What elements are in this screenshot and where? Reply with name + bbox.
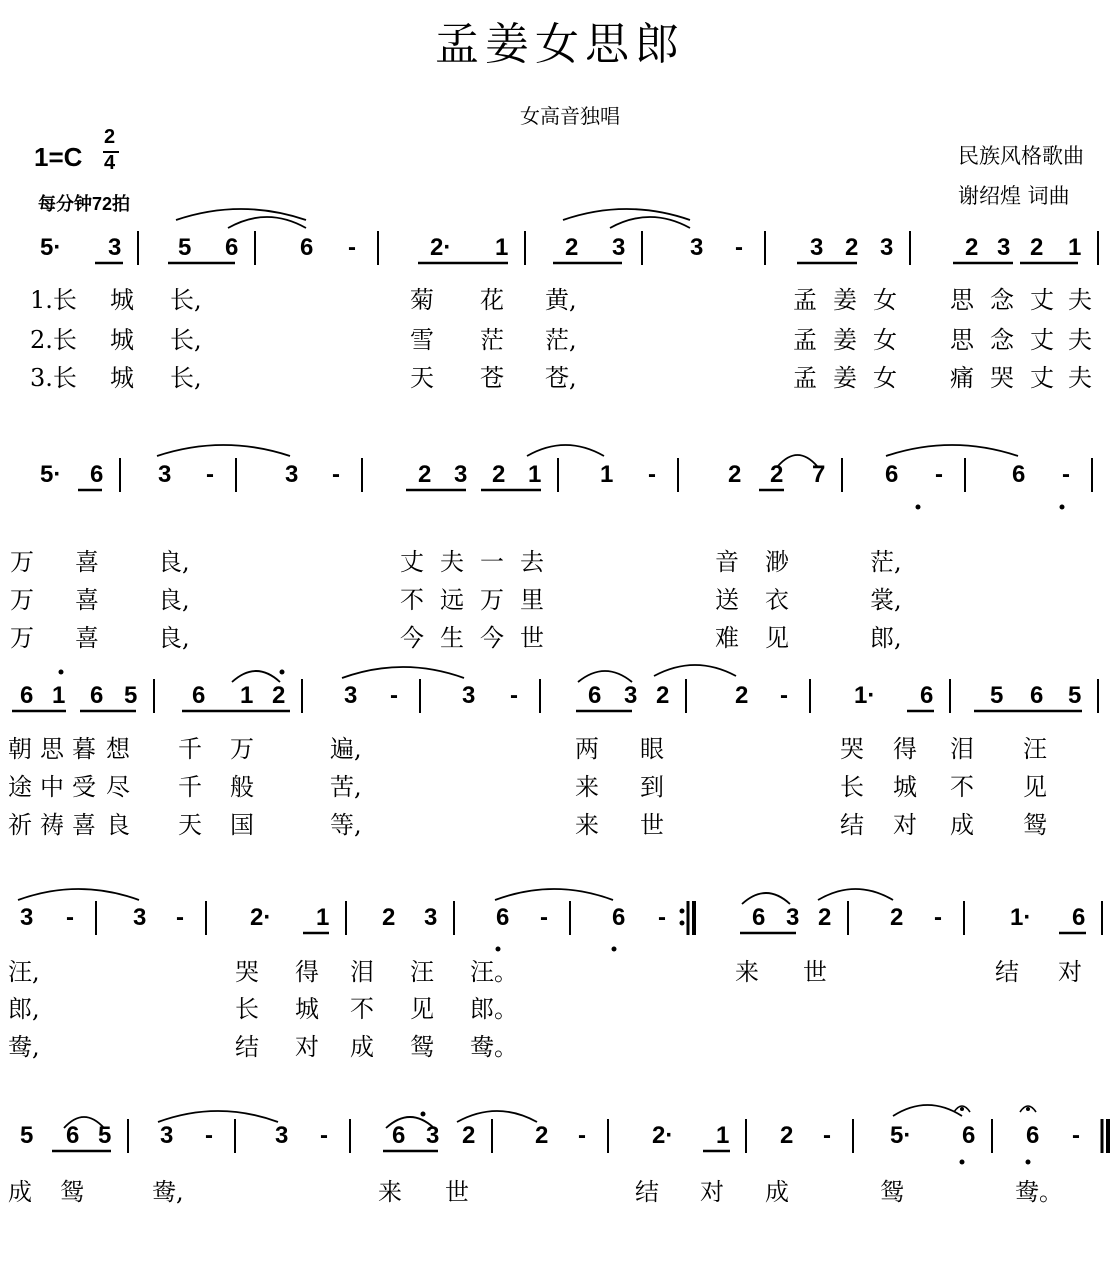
- note-2: 2: [965, 234, 979, 261]
- lyric-syllable: 见: [765, 624, 789, 652]
- octave-dot-low: [496, 947, 501, 952]
- lyric-syllable: 念: [990, 326, 1014, 354]
- octave-dot-low: [612, 947, 617, 952]
- hold-dash: -: [66, 904, 74, 931]
- lyric-syllable: 中: [40, 773, 64, 801]
- note-2: 2: [418, 461, 432, 488]
- note-3: 3: [462, 682, 476, 709]
- slur: [232, 671, 280, 682]
- lyric-syllable: 长,: [170, 326, 202, 354]
- lyric-syllable: 思: [950, 286, 974, 314]
- octave-dot-low: [1060, 505, 1065, 510]
- slur: [176, 209, 306, 220]
- hold-dash: -: [658, 904, 666, 931]
- note-5: 5: [124, 682, 138, 709]
- note-2: 2: [735, 682, 749, 709]
- note-6: 6: [752, 904, 766, 931]
- lyric-syllable: 苦,: [330, 773, 362, 801]
- lyric-syllable: 女: [873, 286, 897, 314]
- fermata-dot: [1026, 1107, 1030, 1111]
- note-1: 1: [716, 1122, 730, 1149]
- note-6: 6: [885, 461, 899, 488]
- hold-dash: -: [823, 1122, 831, 1149]
- repeat-dot: [680, 909, 685, 914]
- note-2: 2: [272, 682, 286, 709]
- lyric-syllable: 喜: [75, 624, 99, 652]
- octave-dot-low: [1026, 1160, 1031, 1165]
- note-6: 6: [612, 904, 626, 931]
- lyric-syllable: 对: [700, 1178, 724, 1206]
- slur: [495, 889, 613, 900]
- lyric-syllable: 得: [295, 958, 319, 986]
- lyric-syllable: 长: [235, 995, 259, 1023]
- lyric-syllable: 成: [8, 1178, 32, 1206]
- lyric-syllable: 城: [110, 286, 134, 314]
- performance-subtitle: 女高音独唱: [520, 104, 620, 128]
- lyric-syllable: 里: [520, 586, 544, 614]
- lyric-syllable: 结: [235, 1033, 259, 1061]
- lyric-syllable: 世: [640, 811, 664, 839]
- slur: [654, 665, 736, 676]
- note-3: 3: [612, 234, 626, 261]
- note-6: 6: [1072, 904, 1086, 931]
- note-6: 6: [496, 904, 510, 931]
- lyric-syllable: 对: [893, 811, 917, 839]
- hold-dash: -: [1072, 1122, 1080, 1149]
- lyric-syllable: 丈: [1030, 364, 1054, 392]
- lyric-syllable: 女: [873, 364, 897, 392]
- lyric-syllable: 鸯,: [152, 1178, 184, 1206]
- note-6: 6: [1026, 1122, 1040, 1149]
- lyric-syllable: 1.长: [30, 286, 77, 314]
- lyric-syllable: 喜: [75, 586, 99, 614]
- lyric-syllable: 良,: [158, 586, 190, 614]
- hold-dash: -: [205, 1122, 213, 1149]
- lyric-syllable: 不: [350, 995, 374, 1023]
- note-1·: 1·: [854, 682, 876, 709]
- note-3: 3: [426, 1122, 440, 1149]
- lyric-syllable: 鸯,: [8, 1033, 40, 1061]
- lyric-syllable: 城: [110, 326, 134, 354]
- note-3: 3: [997, 234, 1011, 261]
- lyric-syllable: 2.长: [30, 326, 77, 354]
- lyric-syllable: 哭: [235, 958, 259, 986]
- lyric-syllable: 汪,: [8, 958, 40, 986]
- note-6: 6: [588, 682, 602, 709]
- note-3: 3: [344, 682, 358, 709]
- lyric-syllable: 泪: [950, 735, 974, 763]
- lyric-syllable: 裳,: [870, 586, 902, 614]
- lyric-syllable: 不: [950, 773, 974, 801]
- lyric-syllable: 音: [715, 548, 739, 576]
- hold-dash: -: [935, 461, 943, 488]
- note-2: 2: [492, 461, 506, 488]
- lyric-syllable: 鸯。: [1015, 1178, 1063, 1206]
- lyric-syllable: 途: [8, 773, 32, 801]
- lyric-syllable: 万: [10, 548, 34, 576]
- note-3: 3: [20, 904, 34, 931]
- note-2: 2: [845, 234, 859, 261]
- lyric-syllable: 鸳: [410, 1033, 434, 1061]
- fermata-dot: [960, 1107, 964, 1111]
- octave-dot-high: [280, 670, 285, 675]
- note-6: 6: [920, 682, 934, 709]
- lyric-syllable: 丈: [1030, 286, 1054, 314]
- note-6: 6: [392, 1122, 406, 1149]
- note-6: 6: [66, 1122, 80, 1149]
- lyric-syllable: 夫: [440, 548, 464, 576]
- lyric-syllable: 花: [480, 286, 504, 314]
- slur: [742, 893, 790, 904]
- lyric-syllable: 祈: [8, 811, 32, 839]
- note-2·: 2·: [652, 1122, 674, 1149]
- note-1: 1: [316, 904, 330, 931]
- hold-dash: -: [176, 904, 184, 931]
- lyric-syllable: 一: [480, 548, 504, 576]
- hold-dash: -: [540, 904, 548, 931]
- lyric-syllable: 汪: [1023, 735, 1047, 763]
- lyric-syllable: 郎。: [470, 995, 518, 1023]
- note-3: 3: [108, 234, 122, 261]
- lyric-syllable: 夫: [1068, 364, 1092, 392]
- lyric-syllable: 今: [480, 624, 504, 652]
- lyric-syllable: 去: [520, 548, 544, 576]
- lyric-syllable: 长: [840, 773, 864, 801]
- lyric-syllable: 痛: [950, 364, 974, 392]
- note-3: 3: [454, 461, 468, 488]
- lyric-syllable: 孟: [793, 326, 817, 354]
- key-signature: 1=C: [34, 142, 83, 172]
- lyric-syllable: 茫: [480, 326, 504, 354]
- lyric-syllable: 不: [400, 586, 424, 614]
- composer-credit: 谢绍煌 词曲: [958, 184, 1070, 208]
- lyric-syllable: 哭: [840, 735, 864, 763]
- note-3: 3: [160, 1122, 174, 1149]
- note-6: 6: [90, 682, 104, 709]
- lyric-syllable: 喜: [75, 548, 99, 576]
- note-3: 3: [158, 461, 172, 488]
- lyric-syllable: 成: [765, 1178, 789, 1206]
- slur: [610, 217, 690, 228]
- lyric-syllable: 天: [178, 811, 202, 839]
- slur: [18, 889, 139, 900]
- lyric-syllable: 鸳: [1023, 811, 1047, 839]
- note-2: 2: [728, 461, 742, 488]
- song-title: 孟姜女思郎: [435, 19, 685, 70]
- lyric-syllable: 泪: [350, 958, 374, 986]
- lyric-syllable: 女: [873, 326, 897, 354]
- note-5: 5: [178, 234, 192, 261]
- lyric-syllable: 夫: [1068, 326, 1092, 354]
- lyric-syllable: 万: [10, 624, 34, 652]
- lyric-syllable: 成: [350, 1033, 374, 1061]
- lyric-syllable: 送: [715, 586, 739, 614]
- octave-dot-high: [59, 670, 64, 675]
- note-6: 6: [962, 1122, 976, 1149]
- lyric-syllable: 鸯。: [470, 1033, 518, 1061]
- lyric-syllable: 雪: [410, 326, 434, 354]
- note-2: 2: [818, 904, 832, 931]
- lyric-syllable: 思: [950, 326, 974, 354]
- hold-dash: -: [780, 682, 788, 709]
- lyric-syllable: 念: [990, 286, 1014, 314]
- lyric-syllable: 苍,: [545, 364, 577, 392]
- lyric-syllable: 良,: [158, 548, 190, 576]
- slur: [457, 1111, 537, 1122]
- hold-dash: -: [648, 461, 656, 488]
- lyric-syllable: 暮: [72, 735, 96, 763]
- note-3: 3: [133, 904, 147, 931]
- octave-dot-low: [960, 1160, 965, 1165]
- slur: [578, 671, 632, 682]
- lyric-syllable: 得: [893, 735, 917, 763]
- hold-dash: -: [735, 234, 743, 261]
- lyric-syllable: 来: [735, 958, 759, 986]
- lyric-syllable: 万: [230, 735, 254, 763]
- lyric-syllable: 结: [635, 1178, 659, 1206]
- hold-dash: -: [934, 904, 942, 931]
- hold-dash: -: [348, 234, 356, 261]
- note-1: 1: [240, 682, 254, 709]
- lyric-syllable: 长,: [170, 286, 202, 314]
- note-1·: 1·: [1010, 904, 1032, 931]
- lyric-syllable: 苍: [480, 364, 504, 392]
- note-3: 3: [285, 461, 299, 488]
- note-2: 2: [462, 1122, 476, 1149]
- note-3: 3: [810, 234, 824, 261]
- lyric-syllable: 朝: [8, 735, 32, 763]
- lyric-syllable: 生: [440, 624, 464, 652]
- note-2: 2: [780, 1122, 794, 1149]
- note-2: 2: [656, 682, 670, 709]
- note-6: 6: [1030, 682, 1044, 709]
- lyric-syllable: 千: [178, 735, 202, 763]
- lyric-syllable: 汪: [410, 958, 434, 986]
- lyric-syllable: 眼: [640, 735, 664, 763]
- note-1: 1: [600, 461, 614, 488]
- lyric-syllable: 世: [520, 624, 544, 652]
- note-6: 6: [192, 682, 206, 709]
- lyric-syllable: 鸳: [60, 1178, 84, 1206]
- lyric-syllable: 菊: [410, 286, 434, 314]
- lyric-syllable: 鸳: [880, 1178, 904, 1206]
- hold-dash: -: [510, 682, 518, 709]
- lyric-syllable: 到: [640, 773, 664, 801]
- lyric-syllable: 城: [110, 364, 134, 392]
- note-3: 3: [624, 682, 638, 709]
- note-5·: 5·: [40, 234, 62, 261]
- note-3: 3: [424, 904, 438, 931]
- lyric-syllable: 对: [295, 1033, 319, 1061]
- note-1: 1: [495, 234, 509, 261]
- lyric-syllable: 良,: [158, 624, 190, 652]
- note-6: 6: [225, 234, 239, 261]
- lyric-syllable: 孟: [793, 364, 817, 392]
- lyric-syllable: 茫,: [870, 548, 902, 576]
- note-2·: 2·: [250, 904, 272, 931]
- time-signature-denominator: 4: [104, 152, 116, 174]
- note-5: 5: [20, 1122, 34, 1149]
- lyric-syllable: 城: [893, 773, 917, 801]
- note-2: 2: [1030, 234, 1044, 261]
- lyric-syllable: 渺: [765, 548, 789, 576]
- lyric-syllable: 难: [715, 624, 739, 652]
- note-6: 6: [300, 234, 314, 261]
- lyric-syllable: 3.长: [30, 364, 77, 392]
- lyric-syllable: 成: [950, 811, 974, 839]
- lyric-syllable: 郎,: [870, 624, 902, 652]
- lyric-syllable: 姜: [833, 286, 857, 314]
- slur: [886, 445, 1018, 456]
- lyric-syllable: 世: [803, 958, 827, 986]
- note-2: 2: [890, 904, 904, 931]
- note-6: 6: [90, 461, 104, 488]
- lyric-syllable: 见: [410, 995, 434, 1023]
- lyric-syllable: 般: [230, 773, 254, 801]
- slur: [228, 217, 306, 228]
- lyric-syllable: 想: [106, 735, 130, 763]
- note-3: 3: [786, 904, 800, 931]
- lyric-syllable: 来: [378, 1178, 402, 1206]
- hold-dash: -: [320, 1122, 328, 1149]
- lyric-syllable: 姜: [833, 364, 857, 392]
- octave-dot-low: [916, 505, 921, 510]
- lyric-syllable: 国: [230, 811, 254, 839]
- note-2: 2: [770, 461, 784, 488]
- tempo-marking: 每分钟72拍: [38, 194, 131, 214]
- lyric-syllable: 来: [575, 811, 599, 839]
- note-3: 3: [275, 1122, 289, 1149]
- genre-label: 民族风格歌曲: [958, 144, 1084, 168]
- lyric-syllable: 衣: [765, 586, 789, 614]
- note-5·: 5·: [40, 461, 62, 488]
- lyric-syllable: 哭: [990, 364, 1014, 392]
- lyric-syllable: 今: [400, 624, 424, 652]
- lyric-syllable: 等,: [330, 811, 362, 839]
- slur: [893, 1105, 962, 1116]
- lyric-syllable: 茫,: [545, 326, 577, 354]
- lyric-syllable: 思: [40, 735, 64, 763]
- lyric-syllable: 黄,: [545, 286, 577, 314]
- lyric-syllable: 尽: [106, 773, 130, 801]
- slur: [342, 667, 464, 678]
- lyric-syllable: 结: [995, 958, 1019, 986]
- hold-dash: -: [332, 461, 340, 488]
- lyric-syllable: 丈: [400, 548, 424, 576]
- note-5: 5: [990, 682, 1004, 709]
- lyric-syllable: 远: [440, 586, 464, 614]
- lyric-syllable: 对: [1058, 958, 1082, 986]
- slur: [563, 209, 690, 220]
- lyric-syllable: 世: [445, 1178, 469, 1206]
- slur: [158, 1111, 278, 1122]
- lyric-syllable: 姜: [833, 326, 857, 354]
- octave-dot-high: [421, 1112, 426, 1117]
- lyric-syllable: 受: [72, 773, 96, 801]
- note-1: 1: [1068, 234, 1082, 261]
- note-6: 6: [20, 682, 34, 709]
- note-1: 1: [52, 682, 66, 709]
- lyric-syllable: 两: [575, 735, 599, 763]
- lyric-syllable: 来: [575, 773, 599, 801]
- time-signature-numerator: 2: [104, 126, 116, 148]
- repeat-dot: [680, 921, 685, 926]
- lyric-syllable: 城: [295, 995, 319, 1023]
- lyric-syllable: 长,: [170, 364, 202, 392]
- note-3: 3: [880, 234, 894, 261]
- lyric-syllable: 见: [1023, 773, 1047, 801]
- note-2·: 2·: [430, 234, 452, 261]
- note-1: 1: [528, 461, 542, 488]
- note-5: 5: [98, 1122, 112, 1149]
- lyric-syllable: 郎,: [8, 995, 40, 1023]
- lyric-syllable: 天: [410, 364, 434, 392]
- slur: [527, 445, 604, 456]
- lyric-syllable: 孟: [793, 286, 817, 314]
- note-2: 2: [565, 234, 579, 261]
- note-7: 7: [812, 461, 826, 488]
- note-2: 2: [382, 904, 396, 931]
- lyric-syllable: 良: [106, 811, 130, 839]
- lyric-syllable: 祷: [40, 811, 64, 839]
- lyric-syllable: 丈: [1030, 326, 1054, 354]
- note-2: 2: [535, 1122, 549, 1149]
- hold-dash: -: [578, 1122, 586, 1149]
- hold-dash: -: [390, 682, 398, 709]
- note-5·: 5·: [890, 1122, 912, 1149]
- lyric-syllable: 喜: [72, 811, 96, 839]
- lyric-syllable: 夫: [1068, 286, 1092, 314]
- lyric-syllable: 遍,: [330, 735, 362, 763]
- lyric-syllable: 汪。: [470, 958, 518, 986]
- lyric-syllable: 万: [10, 586, 34, 614]
- note-6: 6: [1012, 461, 1026, 488]
- slur: [157, 445, 290, 456]
- hold-dash: -: [206, 461, 214, 488]
- lyric-syllable: 千: [178, 773, 202, 801]
- lyric-syllable: 万: [480, 586, 504, 614]
- slur: [818, 889, 893, 900]
- hold-dash: -: [1062, 461, 1070, 488]
- lyric-syllable: 结: [840, 811, 864, 839]
- note-5: 5: [1068, 682, 1082, 709]
- note-3: 3: [690, 234, 704, 261]
